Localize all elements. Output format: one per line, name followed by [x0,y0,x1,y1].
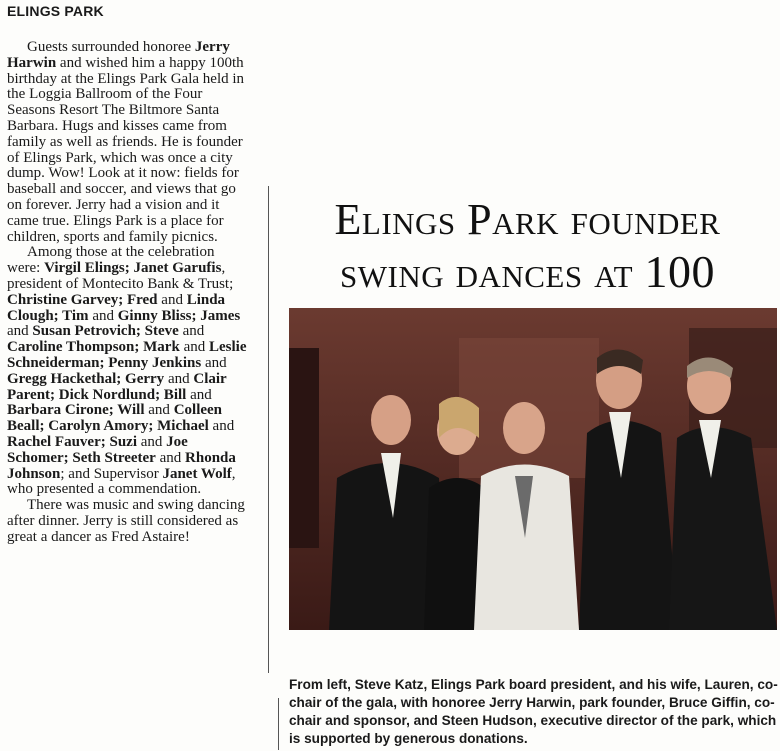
column-divider [268,186,269,673]
photo-caption: From left, Steve Katz, Elings Park board president, and his wife, Lauren, co-chair of the gala, with honoree Jerry Harwin, park founder, Bruce Giffin, co-chair and sponsor, and Steen Hudson, executive director of the park, which is supported by generous donations. [289,677,778,746]
headline [285,194,770,299]
group-photo-illustration [289,308,777,630]
article-paragraph-2: Among those at the celebration were: Virgil Elings; Janet Garufis, president of Montecito Bank & Trust; Christine Garvey; Fred and Linda Clough; Tim and Ginny Bliss; James and Susan Petrovich; Steve and Caroline Thompson; Mark and Leslie Schneiderman; Penny Jenkins and Gregg Hackethal; Gerry and Clair Parent; Dick Nordlund; Bill and Barbara Cirone; Will and Colleen Beall; Carolyn Amory; Michael and Rachel Fauver; Suzi and Joe Schomer; Seth Streeter and Rhonda Johnson; and Supervisor Janet Wolf, who presented a commendation. [7,244,247,498]
caption-divider [278,698,279,750]
article-body [7,40,247,546]
headline-line-2: swing dances at 100 [340,246,715,297]
article-paragraph-1: Guests surrounded honoree Jerry Harwin and wished him a happy 100th birthday at the Elings Park Gala held in the Loggia Ballroom of the Four Seasons Resort The Biltmore Santa Barbara. Hugs and kisses came from family as well as friends. He is founder of Elings Park, which was once a city dump. Wow! Look at it now: fields for baseball and soccer, and views that go on forever. Jerry had a vision and it came true. Elings Park is a place for children, sports and family picnics. [7,39,245,245]
section-label: ELINGS PARK [7,3,104,19]
headline-line-1: Elings Park founder [334,195,721,244]
group-photo [289,308,777,630]
article-paragraph-3: There was music and swing dancing after dinner. Jerry is still considered as great a dancer as Fred Astaire! [7,497,245,545]
